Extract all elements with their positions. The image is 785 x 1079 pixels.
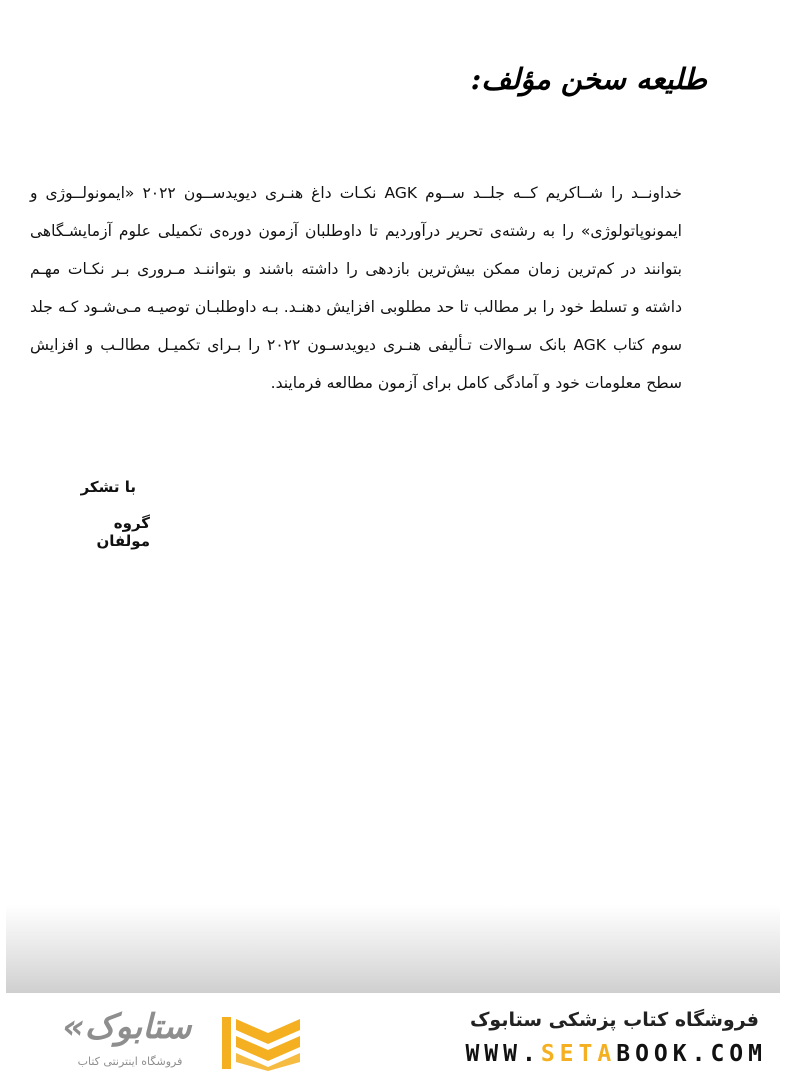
setabook-chevron-logo-icon xyxy=(222,1015,302,1071)
signature-authors: گروه مولفان xyxy=(96,514,150,550)
signature-thanks: با تشکر xyxy=(80,478,136,496)
footer-store-name: فروشگاه کتاب پزشکی ستابوک xyxy=(469,1009,759,1031)
url-prefix: WWW. xyxy=(465,1041,541,1067)
publisher-footer xyxy=(0,993,785,1079)
url-suffix: BOOK.COM xyxy=(616,1041,767,1067)
setabook-logo-subtitle: فروشگاه اینترنتی کتاب xyxy=(77,1055,183,1068)
double-chevron-left-icon: « xyxy=(62,1007,85,1047)
page-title: طلیعه سخن مؤلف: xyxy=(470,62,707,96)
preface-paragraph: خداونــد را شــاکریم کــه جلــد ســوم AGK نکـات داغ هنـری دیویدســون ۲۰۲۲ «ایمونولــوژی و ایمونوپاتولوژی» را به رشته‌ی تحریر درآوردیم تا داوطلبان آزمون دوره‌ی تکمیلی علوم آزمایشـگاهی بتوانند در کم‌ترین زمان ممکن بیش‌ترین بازدهی را داشته باشند و بتواننـد مـروری بـر نکـات مهـم داشته و تسلط خود را بر مطالب تا حد مطلوبی افزایش دهنـد. بـه داوطلبـان توصیـه مـی‌شـود کـه جلد سوم کتاب AGK بانک سـوالات تـألیفی هنـری دیویدسـون ۲۰۲۲ را بـرای تکمیـل مطالـب و افزایش سطح معلومات خود و آمادگی کامل برای آزمون مطالعه فرمایند. xyxy=(30,184,683,392)
footer-website-url xyxy=(465,1041,767,1067)
setabook-logo-word: «ستابوک xyxy=(62,1007,192,1047)
page-bottom-shadow xyxy=(6,905,780,993)
url-accent: SETA xyxy=(540,1041,617,1067)
